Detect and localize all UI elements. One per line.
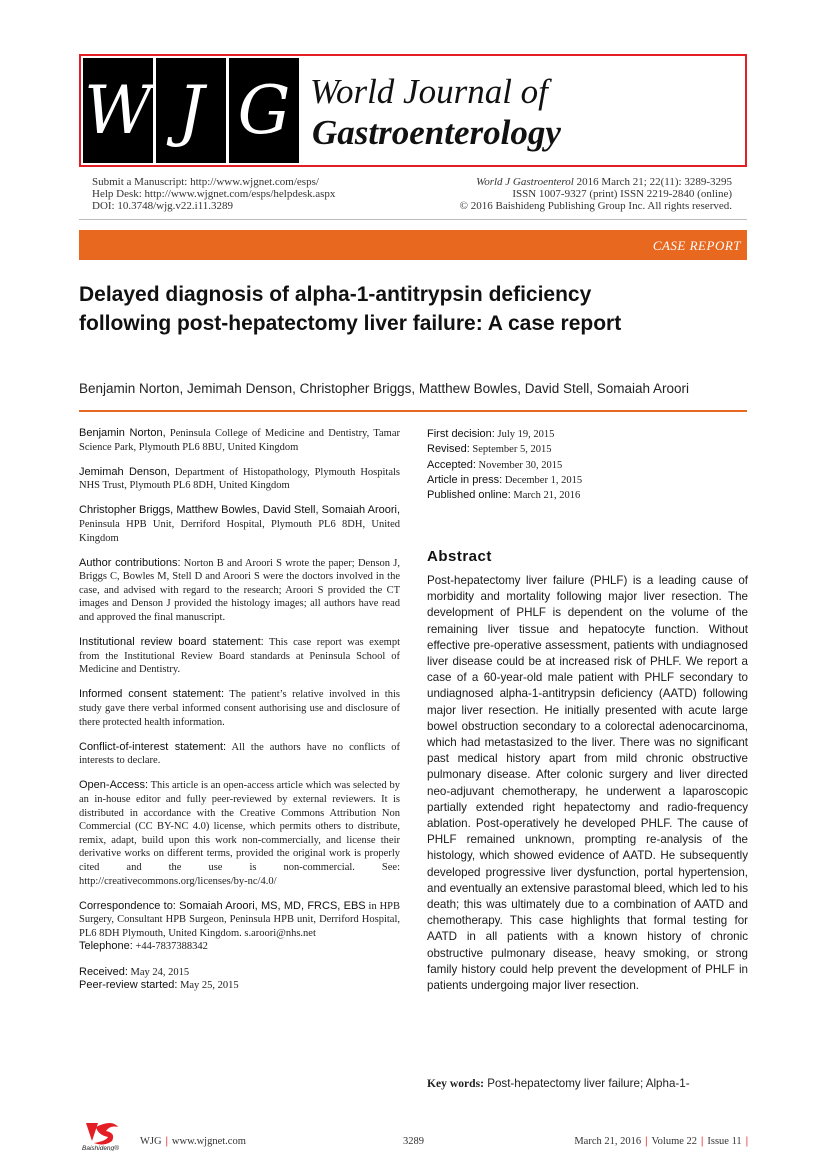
peer-label: Peer-review started:	[79, 979, 178, 992]
tel-label: Telephone:	[79, 940, 133, 953]
issn: ISSN 1007-9327 (print) ISSN 2219-2840 (online)	[512, 188, 732, 200]
affiliation-1-name: Benjamin Norton,	[79, 427, 166, 439]
received-text: May 24, 2015	[127, 966, 190, 978]
keywords-text: Post-hepatectomy liver failure; Alpha-1-	[484, 1077, 690, 1090]
abstract-body: Post-hepatectomy liver failure (PHLF) is a leading cause of morbidity and mortality following major liver resection. The development of PHLF is dependent on the volume of the remaining liver tissue and hepatocyte function. Without effective pre-operative assessment, patients with undiagnosed liver disease could be at increased risk of PHLF. We report a case of a 60-year-old male patient with PHLF secondary to undiagnosed alpha-1-antitrypsin deficiency (AATD) following major liver resection. He initially presented with acute large bowel obstruction secondary to a colorectal adenocarcinoma, which had metastasized to the liver. There was no significant past medical history apart from mild chronic obstructive pulmonary disease. After colonic surgery and liver directed neo-adjuvant chemotherapy, he underwent a laparoscopic partially extended right hepatectomy and radio-frequency ablation. Post-operatively he developed PHLF. The cause of PHLF remained unknown, prompting re-analysis of the histology, which showed evidence of AATD. He subsequently developed progressive liver dysfunction, portal hypertension, and eventually an extensive parastomal bleed, which led to his death; this was ultimately due to a combination of AATD and chemotherapy. This case highlights that formal testing for AATD in all patients with a known history of chronic obstructive pulmonary disease, heavy smoking, or strong family history could help prevent the development of PHLF in patients undergoing major liver resection.	[427, 574, 748, 993]
irb-text: This case report was exempt from the Institutional Review Board standards at Peninsula School of Medicine and Dentistry.	[79, 637, 400, 676]
accepted-label: Accepted:	[427, 458, 476, 471]
consent-text: The patient’s relative involved in this study gave there verbal informed consent authorising use and disclosure of there protected health information.	[79, 689, 400, 728]
footer-issue-info	[574, 1136, 752, 1147]
footer-journal	[140, 1136, 246, 1147]
title-line1: Delayed diagnosis of alpha-1-antitrypsin deficiency	[79, 283, 592, 306]
contrib-label: Author contributions:	[79, 556, 181, 569]
telephone	[79, 940, 400, 954]
footer-url[interactable]: www.wjgnet.com	[171, 1136, 246, 1147]
open-access	[79, 779, 400, 888]
revised-label: Revised:	[427, 443, 470, 456]
footer-sep-1: |	[165, 1136, 168, 1147]
citation: 2016 March 21; 22(11): 3289-3295	[573, 176, 732, 188]
published-date: March 21, 2016	[510, 490, 581, 502]
corr-text: in HPB Surgery, Consultant HPB Surgeon, Peninsula HPB unit, Derriford Hospital, PL6 8DH Plymouth, United Kingdom. s.aroori@nhs.net	[79, 900, 400, 939]
coi-label: Conflict-of-interest statement:	[79, 740, 227, 753]
journal-abbrev: World J Gastroenterol	[476, 176, 574, 188]
irb-label: Institutional review board statement:	[79, 636, 264, 649]
article-type: CASE REPORT	[652, 238, 741, 253]
footer-issue: Issue 11	[707, 1136, 742, 1147]
oa-text: This article is an open-access article which was selected by an in-house editor and fully peer-reviewed by external reviewers. It is distributed in accordance with the Creative Commons Attribution Non Commercial (CC BY-NC 4.0) license, which permits others to distribute, remix, adapt, build upon this work non-commercially, and license their derivative works on different terms, provided the original work is properly cited and the use is non-commercial. See: http://creativecommons.org/licenses/by-nc/4.0/	[79, 780, 400, 887]
footer-volume: Volume 22	[651, 1136, 698, 1147]
affiliation-2-text: Department of Histopathology, Plymouth Hospitals NHS Trust, Plymouth PL6 8DH, United Kingdom	[79, 466, 400, 492]
submission-info	[92, 176, 335, 212]
author-contributions	[79, 557, 400, 625]
affiliation-2	[79, 466, 400, 493]
left-column	[79, 427, 400, 993]
received-label: Received:	[79, 965, 128, 978]
footer-sep-4: |	[745, 1136, 748, 1147]
affiliation-2-name: Jemimah Denson,	[79, 465, 170, 478]
logo-letter-w: W	[83, 58, 153, 163]
first-decision-label: First decision:	[427, 428, 495, 440]
corr-name: Somaiah Aroori, MS, MD, FRCS, EBS	[175, 899, 366, 912]
accepted-date: November 30, 2015	[475, 459, 563, 471]
corr-label: Correspondence to:	[79, 899, 176, 912]
submit-link[interactable]: Submit a Manuscript: http://www.wjgnet.com/esps/	[92, 176, 319, 188]
correspondence	[79, 900, 400, 941]
coi-text: All the authors have no conflicts of interests to declare.	[79, 741, 400, 767]
journal-name-line1: World Journal of	[310, 72, 548, 111]
footer-sep-2: |	[645, 1136, 648, 1147]
publisher-logo-icon	[82, 1121, 126, 1151]
header-divider	[79, 219, 747, 220]
page-number: 3289	[403, 1136, 424, 1147]
abstract-heading: Abstract	[427, 548, 492, 565]
keywords-label: Key words:	[427, 1077, 484, 1090]
footer-journal-abbrev: WJG	[140, 1136, 162, 1147]
in-press-label: Article in press:	[427, 473, 503, 486]
copyright: © 2016 Baishideng Publishing Group Inc. All rights reserved.	[459, 200, 732, 212]
article-dates	[427, 427, 582, 503]
peer-text: May 25, 2015	[177, 980, 239, 992]
affiliation-3-text: Peninsula HPB Unit, Derriford Hospital, Plymouth PL6 8DH, United Kingdom	[79, 518, 400, 544]
journal-name-line2: Gastroenterology	[312, 113, 561, 152]
title-line2: following post-hepatectomy liver failure: A case report	[79, 312, 622, 335]
footer-date: March 21, 2016	[574, 1136, 642, 1147]
logo-letter-g: G	[229, 58, 299, 163]
author-list: Benjamin Norton, Jemimah Denson, Christopher Briggs, Matthew Bowles, David Stell, Somaiah Aroori	[79, 381, 690, 396]
oa-label: Open-Access:	[79, 779, 149, 792]
footer-sep-3: |	[701, 1136, 704, 1147]
logo-letter-j: J	[156, 58, 226, 163]
consent-statement	[79, 688, 400, 729]
affiliation-1	[79, 427, 400, 454]
article-type-banner	[79, 230, 747, 260]
keywords	[427, 1077, 757, 1090]
published-label: Published online:	[427, 489, 511, 502]
citation-info	[460, 176, 732, 212]
first-decision-date: July 19, 2015	[494, 429, 555, 440]
revised-date: September 5, 2015	[469, 444, 552, 456]
consent-label: Informed consent statement:	[79, 688, 225, 701]
article-title	[79, 280, 759, 338]
author-divider	[79, 410, 747, 412]
affiliation-3-name: Christopher Briggs, Matthew Bowles, David Stell, Somaiah Aroori,	[79, 504, 400, 517]
tel-text: +44-7837388342	[132, 941, 208, 953]
help-desk-link[interactable]: Help Desk: http://www.wjgnet.com/esps/helpdesk.aspx	[92, 188, 336, 200]
irb-statement	[79, 636, 400, 677]
doi-link[interactable]: DOI: 10.3748/wjg.v22.i11.3289	[92, 200, 234, 212]
coi-statement	[79, 741, 400, 768]
in-press-date: December 1, 2015	[502, 474, 583, 486]
publisher-name: Baishideng®	[82, 1145, 119, 1151]
contrib-text: Norton B and Aroori S wrote the paper; Denson J, Briggs C, Bowles M, Stell D and Aroori S were the doctors involved in the case, and advised with regard to the research; Aroori S provided the CT images and Denson J provided the histology images; all authors have read and approved the final manuscript.	[79, 557, 400, 624]
affiliation-3	[79, 504, 400, 545]
history-received	[79, 966, 400, 993]
affiliation-1-text: Peninsula College of Medicine and Dentistry, Tamar Science Park, Plymouth PL6 8BU, United Kingdom	[79, 428, 400, 453]
